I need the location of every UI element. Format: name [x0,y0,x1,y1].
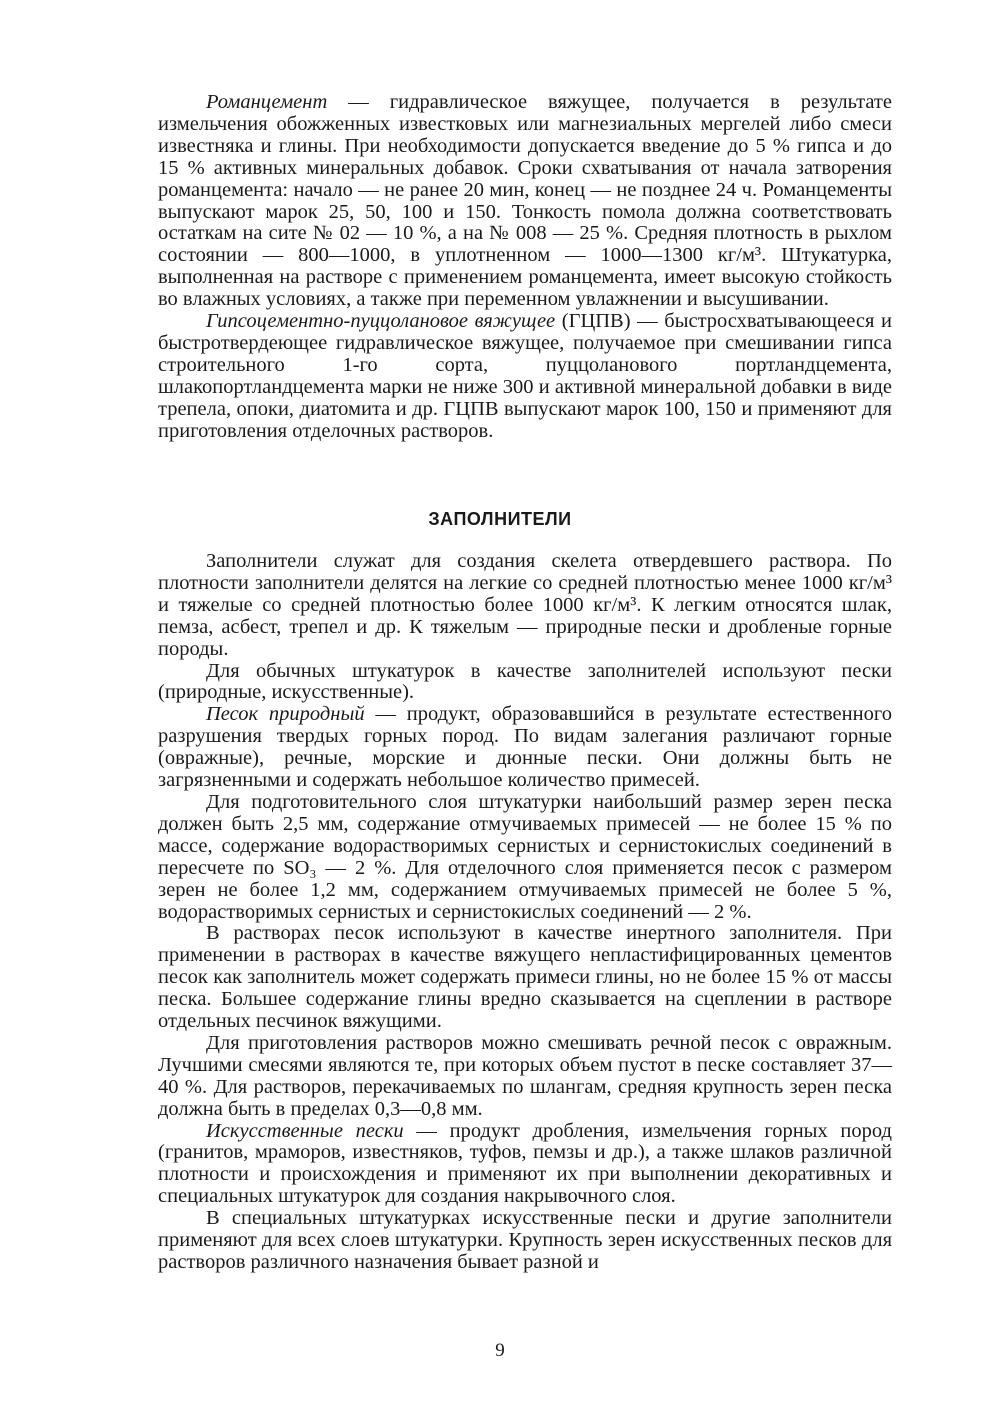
paragraph-text: Заполнители служат для создания скелета отвердевшего раствора. По плотности заполнители делятся на легкие со средней плотностью менее 1000 кг/м³ и тяжелые со средней плотностью более 1000 кг/м³. К легким относятся шлак, пемза, асбест, трепел и др. К тяжелым — природные пески и дробленые горные породы. [158,550,892,660]
paragraph-text: — продукт, образовавшийся в результате естественного разрушения твердых горных пород. По видам залегания различают горные (овражные), речные, морские и дюнные пески. Они должны быть не загрязненными и содержать небольшое количество примесей. [158,703,892,792]
term-romancement: Романцемент [206,91,328,113]
paragraph-fillers-usage [158,661,892,705]
paragraph-romancement [158,92,892,311]
paragraph-text: (ГЦПВ) — быстросхватывающееся и быстротвердеющее гидравлическое вяжущее, получаемое при смешивании гипса строительного 1-го сорта, пуццоланового портландцемента, шлакопортландцемента марки не ниже 300 и активной минеральной добавки в виде трепела, опоки, диатомита и др. ГЦПВ выпускают марок 100, 150 и применяют для приготовления отделочных растворов. [158,310,892,442]
paragraph-text: — продукт дробления, измельчения горных пород (гранитов, мраморов, известняков, туфов, пемзы и др.), а также шлаков различной плотности и происхождения и применяют их при выполнении декоративных и специальных штукатурок для создания накрывочного слоя. [158,1119,892,1208]
paragraph-natural-sand [158,704,892,792]
paragraph-text: Для подготовительного слоя штукатурки наибольший размер зерен песка должен быть 2,5 мм, содержание отмучиваемых примесей — не более 15 % по массе, содержание водорастворимых сернистых и сернистокислых соединений в пересчете по SO₃ — 2 %. Для отделочного слоя применяется песок с размером зерен не более 1,2 мм, содержанием отмучиваемых примесей не более 5 %, водорастворимых сернистых и сернистокислых соединений — 2 %. [158,790,892,923]
paragraph-special-plaster [158,1208,892,1274]
term-artificial-sand: Искусственные пески [206,1119,404,1142]
page-number: 9 [495,1340,505,1361]
text-block-upper [158,92,892,443]
term-gcpv: Гипсоцементно-пуццолановое вяжущее [206,310,556,333]
paragraph-sand-mixing [158,1033,892,1121]
paragraph-text: В растворах песок используют в качестве инертного заполнителя. При применении в растворах в качестве вяжущего непластифицированных цементов песок как заполнитель может содержать примеси глины, но не более 15 % от массы песка. Большее содержание глины вредно сказывается на сцеплении в растворе отдельных песчинок вяжущими. [158,922,892,1033]
text-block-lower [158,551,892,1274]
paragraph-text: Для приготовления растворов можно смешивать речной песок с овражным. Лучшими смесями являются те, при которых объем пустот в песке составляет 37—40 %. Для растворов, перекачиваемых по шлангам, средняя крупность зерен песка должна быть в пределах 0,3—0,8 мм. [158,1031,892,1120]
term-natural-sand: Песок природный [206,703,365,726]
paragraph-text: В специальных штукатурках искусственные пески и другие заполнители применяют для всех слоев штукатурки. Крупность зерен искусственных песков для растворов различного назначения бывает разной и [158,1207,892,1273]
paragraph-fillers-intro [158,551,892,661]
paragraph-text: Для обычных штукатурок в качестве заполнителей используют пески (природные, искусственные). [158,659,892,704]
paragraph-text: — гидравлическое вяжущее, получается в результате измельчения обожженных известковых или магнезиальных мергелей либо смеси известняка и глины. При необходимости допускается введение до 5 % гипса и до 15 % активных минеральных добавок. Сроки схватывания от начала затворения романцемента: начало — не ранее 20 мин, конец — не позднее 24 ч. Романцементы выпускают марок 25, 50, 100 и 150. Тонкость помола должна соответствовать остаткам на сите № 02 — 10 %, а на № 008 — 25 %. Средняя плотность в рыхлом состоянии — 800—1000, в уплотненном — 1000—1300 кг/м³. Штукатурка, выполненная на растворе с применением романцемента, имеет высокую стойкость во влажных условиях, а также при переменном увлажнении и высушивании. [158,91,892,311]
paragraph-inert-filler [158,923,892,1033]
section-heading: ЗАПОЛНИТЕЛИ [428,509,572,529]
paragraph-grain-size [158,792,892,923]
paragraph-artificial-sand [158,1121,892,1209]
paragraph-gcpv [158,311,892,442]
